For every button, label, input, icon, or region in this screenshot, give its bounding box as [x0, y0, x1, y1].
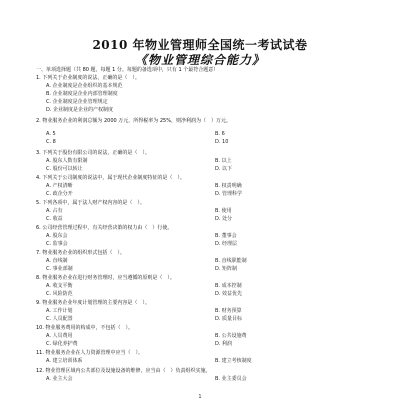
question-stem: 8. 物业服务企业在进行财务管理时，应当遵循的原则是（ ）。	[36, 275, 175, 281]
option: D. 经理层	[215, 241, 238, 247]
option: C. 事业部制	[46, 266, 73, 272]
question-stem: 5. 下列各项中，属于法人财产权内容的是（ ）。	[36, 200, 145, 206]
question-stem: 1. 下列关于企业制度的说法，正确的是（ ）。	[36, 75, 140, 81]
option: A. 占有	[46, 208, 63, 214]
question-stem: 12. 物业管理区域内公共部位及设施设备的维修，应当由（ ）负责组织实施。	[36, 368, 211, 374]
option: C. 股份可以转让	[46, 166, 83, 172]
option: B. 以上	[215, 158, 232, 164]
option: D. 质量目标	[215, 316, 243, 322]
exam-subtitle: 《物业管理综合能力》	[134, 53, 265, 67]
option: B. 6	[215, 131, 225, 137]
option: C. 政企分开	[46, 191, 73, 197]
option: A. 股东人数有限制	[46, 158, 88, 164]
option: C. 8	[46, 139, 56, 145]
exam-title: 2010 年物业管理师全国统一考试试卷	[92, 38, 308, 52]
option: A. 人员费用	[46, 333, 73, 339]
option: A. 收支平衡	[46, 283, 73, 289]
option: D. 企业制度是企业的产权制度	[46, 107, 114, 113]
option: C. 绿化养护费	[46, 341, 78, 347]
option: B. 直线职能制	[215, 258, 247, 264]
option: B. 财务预算	[215, 308, 242, 314]
question-stem: 3. 下列关于股份有限公司的说法，正确的是（ ）。	[36, 150, 150, 156]
question-stem: 7. 物业服务企业的组织形式包括（ ）。	[36, 250, 125, 256]
option: B. 成本控制	[215, 283, 242, 289]
option: A. 直线制	[46, 258, 68, 264]
question-stem: 11. 物业服务企业在人力资源管理中应当（ ）。	[36, 350, 144, 356]
option: B. 董事会	[215, 233, 237, 239]
option: A. 企业制度是企业组织的基本规范	[46, 83, 123, 89]
option: D. 效益优先	[215, 291, 243, 297]
page-number: 1	[198, 394, 202, 400]
option: C. 监事会	[46, 241, 68, 247]
option: D. 矩阵制	[215, 266, 238, 272]
option: B. 业主委员会	[215, 376, 247, 382]
section-heading: 一、单项选择题（共 80 题，每题 1 分。每题的备选项中，只有 1 个最符合题意）	[36, 67, 219, 73]
option: A. 业主大会	[46, 376, 73, 382]
option: D. 利润	[215, 341, 233, 347]
option: D. 以下	[215, 166, 233, 172]
option: B. 建立考核制度	[215, 358, 252, 364]
option: C. 企业制度是企业管理规定	[46, 99, 108, 105]
option: C. 人员配置	[46, 316, 73, 322]
option: B. 使用	[215, 208, 232, 214]
option: B. 企业制度是企业内部管理制度	[46, 91, 118, 97]
question-stem: 6. 公司经营管理过程中，有关经营决策的权力由（ ）行使。	[36, 225, 173, 231]
option: A. 工作计划	[46, 308, 73, 314]
option: A. 5	[46, 131, 56, 137]
option: A. 产权清晰	[46, 183, 73, 189]
option: D. 管理科学	[215, 191, 243, 197]
option: C. 收益	[46, 216, 63, 222]
question-stem: 2. 物业服务企业的利润总额为 2000 万元，所得税率为 25%，则净利润为（ ）万元。	[36, 118, 231, 124]
question-stem: 4. 下列关于公司制度的说法中，属于现代企业制度特征的是（ ）。	[36, 175, 185, 181]
option: B. 公共设施费	[215, 333, 247, 339]
option: A. 建立培训体系	[46, 358, 83, 364]
question-stem: 9. 物业服务企业年度计划管理的主要内容是（ ）。	[36, 300, 150, 306]
option: D. 处分	[215, 216, 233, 222]
option: D. 10	[215, 139, 229, 145]
option: C. 风险防范	[46, 291, 73, 297]
option: B. 权责明确	[215, 183, 242, 189]
question-stem: 10. 物业服务费用的构成中，不包括（ ）。	[36, 325, 134, 331]
option: A. 股东会	[46, 233, 68, 239]
